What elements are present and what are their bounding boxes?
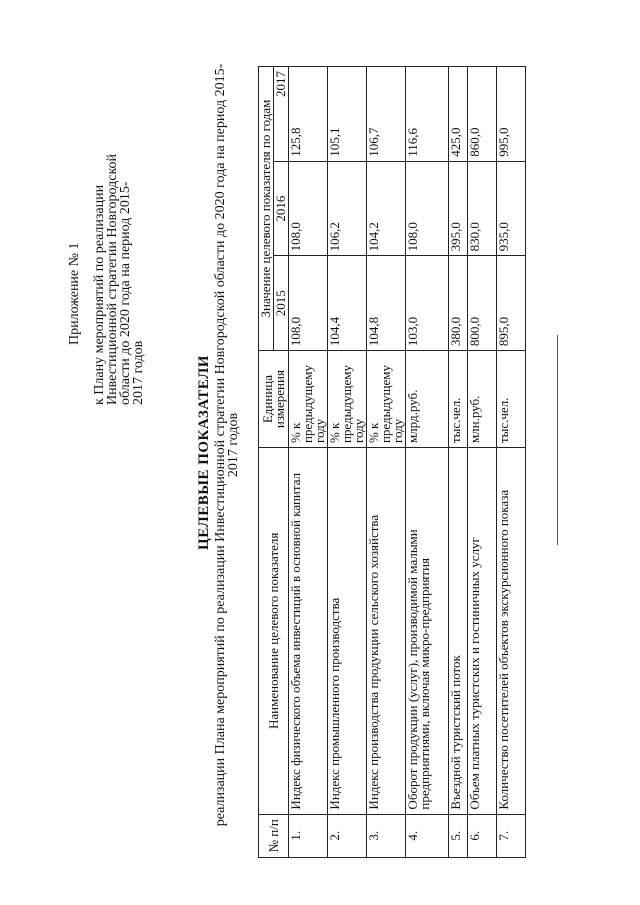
row-value-2017: 106,7 — [367, 67, 406, 162]
row-name: Оборот продукции (услуг), производимой малыми предприятиями, включая микро-предприятия — [406, 448, 449, 815]
row-name: Объем платных туристских и гостиничных услуг — [468, 448, 497, 815]
row-value-2017: 116,6 — [406, 67, 449, 162]
row-value-2017: 860,0 — [468, 67, 497, 162]
row-name: Въездной туристский поток — [449, 448, 468, 815]
row-num: 6. — [468, 814, 497, 857]
row-value-2017: 995,0 — [497, 67, 526, 162]
header-values-group: Значение целевого показателя по годам — [259, 67, 274, 351]
row-value-2015: 895,0 — [497, 256, 526, 351]
row-value-2016: 935,0 — [497, 161, 526, 256]
row-value-2016: 108,0 — [406, 161, 449, 256]
row-value-2015: 108,0 — [289, 256, 328, 351]
row-unit: млн.руб. — [468, 351, 497, 448]
document-subtitle: реализации Плана мероприятий по реализации Инвестиционной стратегии Новгородской области до 2020 года на период 2015-2017 годов — [213, 63, 241, 827]
table-row — [367, 67, 406, 858]
row-name: Индекс производства продукции сельского хозяйства — [367, 448, 406, 815]
indicators-table — [258, 66, 526, 858]
row-name: Индекс физического объема инвестиций в основной капитал — [289, 448, 328, 815]
row-name: Количество посетителей объектов экскурсионного показа — [497, 448, 526, 815]
row-num: 2. — [328, 814, 367, 857]
annex-line: области до 2020 года на период 2015- — [118, 181, 133, 405]
table-row — [328, 67, 367, 858]
row-value-2015: 104,4 — [328, 256, 367, 351]
row-value-2016: 106,2 — [328, 161, 367, 256]
table-row — [289, 67, 328, 858]
row-num: 4. — [406, 814, 449, 857]
row-value-2017: 105,1 — [328, 67, 367, 162]
header-num: № п/п — [259, 814, 289, 857]
row-unit: % к предыдущему году — [328, 351, 367, 448]
row-value-2015: 103,0 — [406, 256, 449, 351]
row-unit: млрд.руб. — [406, 351, 449, 448]
annex-line: к Плану мероприятий по реализации — [92, 184, 107, 405]
table-row — [449, 67, 468, 858]
header-name: Наименование целевого показателя — [259, 448, 289, 815]
row-value-2016: 830,0 — [468, 161, 497, 256]
table-row — [497, 67, 526, 858]
row-value-2017: 425,0 — [449, 67, 468, 162]
row-value-2015: 800,0 — [468, 256, 497, 351]
annex-block — [68, 75, 145, 405]
row-value-2017: 125,8 — [289, 67, 328, 162]
table-row — [406, 67, 449, 858]
row-unit: тыс.чел. — [497, 351, 526, 448]
row-unit: % к предыдущему году — [367, 351, 406, 448]
header-unit: Единица измерения — [259, 351, 289, 448]
header-year-2015: 2015 — [274, 256, 289, 351]
row-unit: % к предыдущему году — [289, 351, 328, 448]
row-value-2015: 104,8 — [367, 256, 406, 351]
row-value-2016: 104,2 — [367, 161, 406, 256]
annex-title: Приложение № 1 — [67, 242, 82, 345]
row-num: 5. — [449, 814, 468, 857]
header-year-2016: 2016 — [274, 161, 289, 256]
row-value-2015: 380,0 — [449, 256, 468, 351]
document-title: ЦЕЛЕВЫЕ ПОКАЗАТЕЛИ — [196, 355, 212, 550]
row-name: Индекс промышленного производства — [328, 448, 367, 815]
row-value-2016: 108,0 — [289, 161, 328, 256]
table-row — [468, 67, 497, 858]
header-year-2017: 2017 — [274, 67, 289, 162]
row-num: 7. — [497, 814, 526, 857]
row-value-2016: 395,0 — [449, 161, 468, 256]
row-num: 1. — [289, 814, 328, 857]
annex-line: 2017 годов — [131, 340, 146, 405]
row-num: 3. — [367, 814, 406, 857]
annex-line: Инвестиционной стратегии Новгородской — [105, 153, 120, 405]
row-unit: тыс.чел. — [449, 351, 468, 448]
footer-divider — [557, 335, 558, 545]
